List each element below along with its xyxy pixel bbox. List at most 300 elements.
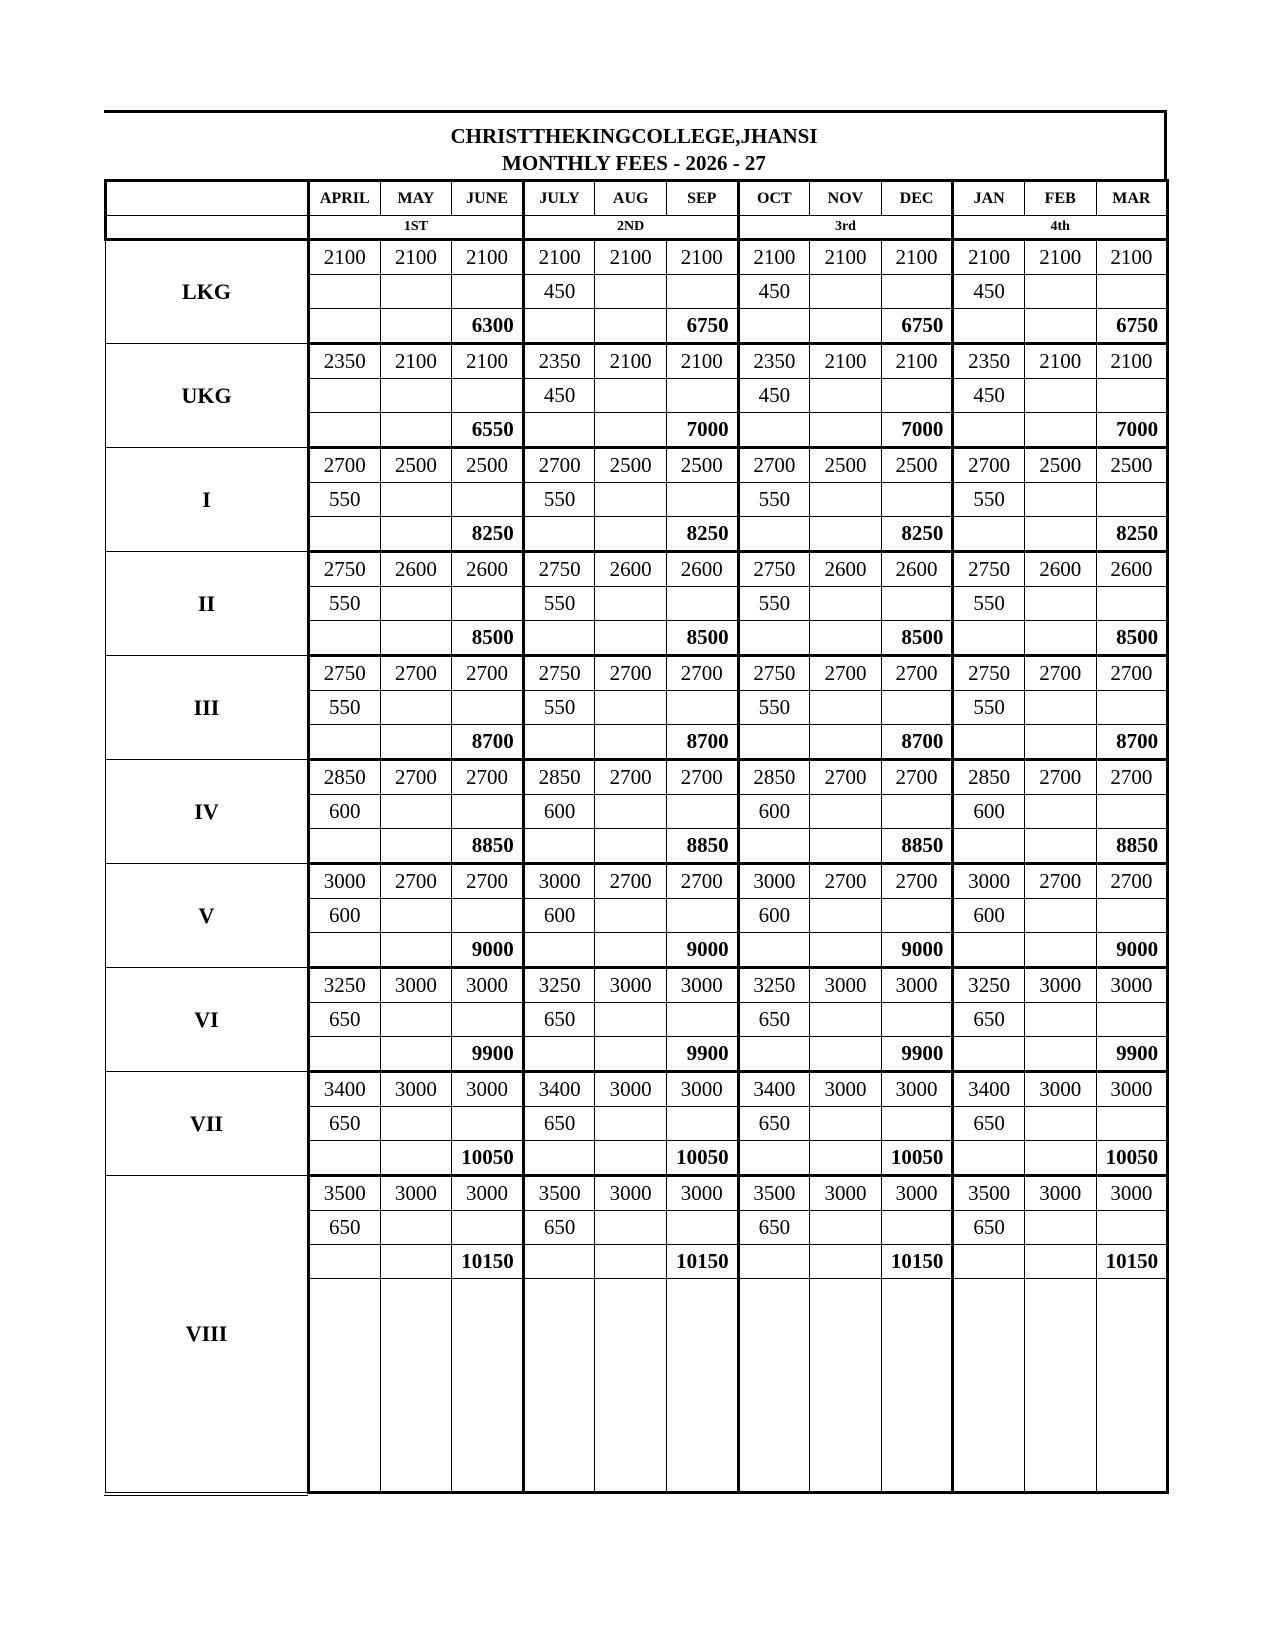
empty-cell xyxy=(595,1279,667,1493)
monthly-fee-cell: 3000 xyxy=(452,1072,524,1107)
quarter-total-cell: 6750 xyxy=(666,309,738,344)
extra-charge-cell: 600 xyxy=(309,899,381,933)
monthly-fee-cell: 2850 xyxy=(953,760,1025,795)
quarter-total-cell xyxy=(309,1245,381,1279)
quarter-total-cell xyxy=(738,309,810,344)
quarter-total-cell xyxy=(595,413,667,448)
quarter-total-cell xyxy=(523,725,595,760)
quarter-total-cell xyxy=(523,413,595,448)
quarter-total-cell xyxy=(953,1245,1025,1279)
quarter-total-cell xyxy=(738,621,810,656)
monthly-fee-cell: 3000 xyxy=(881,1176,953,1211)
month-header: NOV xyxy=(810,181,882,216)
empty-cell xyxy=(881,1279,953,1493)
monthly-fee-cell: 2500 xyxy=(881,448,953,483)
extra-charge-cell xyxy=(380,379,452,413)
quarter-total-cell: 10050 xyxy=(452,1141,524,1176)
monthly-fee-cell: 3000 xyxy=(1096,1072,1168,1107)
extra-charge-cell: 450 xyxy=(953,379,1025,413)
monthly-fee-cell: 2100 xyxy=(738,240,810,275)
empty-cell xyxy=(1096,1279,1168,1493)
monthly-fee-cell: 2700 xyxy=(1096,760,1168,795)
quarter-total-cell: 10150 xyxy=(666,1245,738,1279)
quarter-total-cell xyxy=(953,933,1025,968)
quarter-total-cell xyxy=(1024,1141,1096,1176)
bottom-rule xyxy=(104,1495,308,1496)
quarter-total-cell xyxy=(523,621,595,656)
monthly-fee-cell: 2700 xyxy=(452,864,524,899)
monthly-fee-cell: 2600 xyxy=(380,552,452,587)
empty-cell xyxy=(738,1279,810,1493)
monthly-fee-cell: 3000 xyxy=(309,864,381,899)
extra-charge-cell xyxy=(881,795,953,829)
quarter-total-cell: 6300 xyxy=(452,309,524,344)
quarter-total-cell: 8700 xyxy=(881,725,953,760)
extra-charge-cell xyxy=(452,379,524,413)
monthly-fee-cell: 2850 xyxy=(523,760,595,795)
extra-charge-cell: 550 xyxy=(523,483,595,517)
extra-charge-cell xyxy=(595,1107,667,1141)
quarter-total-cell xyxy=(309,1037,381,1072)
quarter-total-cell xyxy=(810,1141,882,1176)
monthly-fee-cell: 3000 xyxy=(953,864,1025,899)
extra-charge-cell xyxy=(1096,379,1168,413)
monthly-fee-cell: 3000 xyxy=(452,1176,524,1211)
extra-charge-cell: 550 xyxy=(738,483,810,517)
extra-charge-cell: 450 xyxy=(738,379,810,413)
monthly-fee-cell: 2850 xyxy=(738,760,810,795)
quarter-total-cell xyxy=(738,413,810,448)
monthly-fee-cell: 2700 xyxy=(523,448,595,483)
monthly-fee-cell: 2700 xyxy=(595,760,667,795)
quarter-total-cell xyxy=(810,621,882,656)
quarter-total-cell xyxy=(523,933,595,968)
extra-charge-cell xyxy=(1024,795,1096,829)
class-label: VII xyxy=(106,1072,309,1176)
monthly-fee-cell: 2500 xyxy=(810,448,882,483)
empty-cell xyxy=(666,1279,738,1493)
extra-charge-cell xyxy=(380,899,452,933)
quarter-header: 2ND xyxy=(523,216,738,240)
monthly-fee-cell: 2100 xyxy=(380,240,452,275)
extra-charge-cell: 650 xyxy=(738,1003,810,1037)
quarter-total-cell xyxy=(738,933,810,968)
quarter-total-cell: 8700 xyxy=(452,725,524,760)
monthly-fee-cell: 2700 xyxy=(452,656,524,691)
quarter-total-cell xyxy=(810,725,882,760)
monthly-fee-cell: 3000 xyxy=(380,968,452,1003)
monthly-fee-cell: 2100 xyxy=(1024,344,1096,379)
extra-charge-cell: 550 xyxy=(309,691,381,725)
monthly-fee-cell: 2600 xyxy=(595,552,667,587)
quarter-total-cell xyxy=(309,933,381,968)
quarter-total-cell xyxy=(309,621,381,656)
monthly-fee-cell: 2700 xyxy=(1024,656,1096,691)
monthly-fee-cell: 2700 xyxy=(309,448,381,483)
extra-charge-cell: 550 xyxy=(309,483,381,517)
extra-charge-cell xyxy=(380,1211,452,1245)
monthly-fee-cell: 3000 xyxy=(595,1176,667,1211)
extra-charge-cell xyxy=(810,275,882,309)
monthly-fee-cell: 3000 xyxy=(1024,968,1096,1003)
monthly-fee-cell: 2600 xyxy=(810,552,882,587)
monthly-fee-cell: 2500 xyxy=(1096,448,1168,483)
monthly-fee-cell: 2500 xyxy=(595,448,667,483)
extra-charge-cell xyxy=(666,275,738,309)
extra-charge-cell xyxy=(452,1107,524,1141)
monthly-fee-cell: 2700 xyxy=(810,656,882,691)
monthly-fee-cell: 2350 xyxy=(309,344,381,379)
quarter-total-cell: 8500 xyxy=(452,621,524,656)
quarter-total-cell xyxy=(523,517,595,552)
quarter-total-cell: 8850 xyxy=(881,829,953,864)
extra-charge-cell xyxy=(452,1003,524,1037)
extra-charge-cell xyxy=(881,1107,953,1141)
monthly-fee-cell: 2750 xyxy=(523,552,595,587)
class-label: II xyxy=(106,552,309,656)
extra-charge-cell xyxy=(1024,587,1096,621)
extra-charge-cell: 650 xyxy=(309,1003,381,1037)
monthly-fee-cell: 3400 xyxy=(309,1072,381,1107)
quarter-total-cell xyxy=(595,1141,667,1176)
quarter-total-cell xyxy=(380,725,452,760)
monthly-fee-cell: 2700 xyxy=(953,448,1025,483)
extra-charge-cell: 550 xyxy=(523,587,595,621)
monthly-fee-cell: 3000 xyxy=(1096,1176,1168,1211)
quarter-total-cell xyxy=(309,309,381,344)
monthly-fee-cell: 3000 xyxy=(595,1072,667,1107)
class-fee-row xyxy=(106,448,1168,483)
monthly-fee-cell: 2600 xyxy=(1096,552,1168,587)
extra-charge-cell xyxy=(881,899,953,933)
quarter-total-cell: 8850 xyxy=(452,829,524,864)
extra-charge-cell xyxy=(666,587,738,621)
monthly-fee-cell: 3000 xyxy=(380,1176,452,1211)
quarter-total-cell xyxy=(738,1245,810,1279)
extra-charge-cell: 650 xyxy=(953,1107,1025,1141)
extra-charge-cell xyxy=(452,275,524,309)
extra-charge-cell: 600 xyxy=(738,795,810,829)
monthly-fee-cell: 3500 xyxy=(953,1176,1025,1211)
fees-title: MONTHLY FEES - 2026 - 27 xyxy=(502,151,766,175)
monthly-fee-cell: 2700 xyxy=(380,864,452,899)
monthly-fee-cell: 3000 xyxy=(1024,1072,1096,1107)
empty-cell xyxy=(1024,1279,1096,1493)
monthly-fee-cell: 2100 xyxy=(523,240,595,275)
extra-charge-cell xyxy=(595,899,667,933)
class-label: V xyxy=(106,864,309,968)
quarter-total-cell xyxy=(738,725,810,760)
extra-charge-cell xyxy=(1096,691,1168,725)
quarter-total-cell: 10050 xyxy=(881,1141,953,1176)
monthly-fee-cell: 3250 xyxy=(309,968,381,1003)
extra-charge-cell xyxy=(1024,275,1096,309)
extra-charge-cell: 550 xyxy=(953,691,1025,725)
month-header: JULY xyxy=(523,181,595,216)
monthly-fee-cell: 2700 xyxy=(881,864,953,899)
extra-charge-cell xyxy=(1096,899,1168,933)
quarter-total-cell xyxy=(309,829,381,864)
extra-charge-cell xyxy=(666,1211,738,1245)
quarter-total-cell xyxy=(1024,1245,1096,1279)
monthly-fee-cell: 2100 xyxy=(595,344,667,379)
monthly-fee-cell: 2700 xyxy=(595,864,667,899)
extra-charge-cell xyxy=(1096,1211,1168,1245)
monthly-fee-cell: 2100 xyxy=(810,344,882,379)
quarter-total-cell xyxy=(953,309,1025,344)
monthly-fee-cell: 2600 xyxy=(666,552,738,587)
extra-charge-cell xyxy=(452,1211,524,1245)
quarter-total-cell xyxy=(309,517,381,552)
monthly-fee-cell: 3000 xyxy=(523,864,595,899)
fee-table xyxy=(104,179,1169,1494)
quarter-total-cell xyxy=(380,829,452,864)
extra-charge-cell xyxy=(810,1107,882,1141)
monthly-fee-cell: 3000 xyxy=(1024,1176,1096,1211)
monthly-fee-cell: 2600 xyxy=(881,552,953,587)
extra-charge-cell xyxy=(810,483,882,517)
extra-charge-cell xyxy=(380,1107,452,1141)
monthly-fee-cell: 2750 xyxy=(953,656,1025,691)
quarter-total-cell xyxy=(380,1037,452,1072)
monthly-fee-cell: 2100 xyxy=(953,240,1025,275)
class-label: VI xyxy=(106,968,309,1072)
extra-charge-cell: 600 xyxy=(309,795,381,829)
monthly-fee-cell: 3000 xyxy=(380,1072,452,1107)
class-fee-row xyxy=(106,968,1168,1003)
class-fee-row xyxy=(106,552,1168,587)
quarter-total-cell: 8250 xyxy=(666,517,738,552)
extra-charge-cell xyxy=(309,275,381,309)
quarter-total-cell xyxy=(595,725,667,760)
quarter-total-cell: 8500 xyxy=(666,621,738,656)
college-name: CHRISTTHEKINGCOLLEGE,JHANSI xyxy=(450,124,818,148)
monthly-fee-cell: 3000 xyxy=(595,968,667,1003)
class-fee-row xyxy=(106,760,1168,795)
monthly-fee-cell: 2100 xyxy=(881,240,953,275)
extra-charge-cell xyxy=(595,1003,667,1037)
sheet-title xyxy=(104,110,1167,179)
quarter-total-cell xyxy=(523,1245,595,1279)
extra-charge-cell xyxy=(1024,1107,1096,1141)
extra-charge-cell: 600 xyxy=(953,795,1025,829)
quarter-total-cell xyxy=(595,517,667,552)
quarter-total-cell xyxy=(1024,933,1096,968)
quarter-total-cell xyxy=(523,309,595,344)
extra-charge-cell xyxy=(595,587,667,621)
extra-charge-cell: 650 xyxy=(953,1211,1025,1245)
monthly-fee-cell: 3000 xyxy=(881,968,953,1003)
quarter-total-cell xyxy=(523,1141,595,1176)
quarter-total-cell: 7000 xyxy=(1096,413,1168,448)
month-header: FEB xyxy=(1024,181,1096,216)
quarter-total-cell: 9900 xyxy=(452,1037,524,1072)
extra-charge-cell xyxy=(1024,379,1096,413)
extra-charge-cell xyxy=(595,691,667,725)
monthly-fee-cell: 2700 xyxy=(881,656,953,691)
extra-charge-cell: 550 xyxy=(309,587,381,621)
extra-charge-cell: 650 xyxy=(953,1003,1025,1037)
extra-charge-cell xyxy=(666,691,738,725)
extra-charge-cell: 650 xyxy=(309,1107,381,1141)
quarter-header-row xyxy=(106,216,1168,240)
fee-sheet xyxy=(104,110,1167,1494)
extra-charge-cell xyxy=(1024,1211,1096,1245)
extra-charge-cell xyxy=(1024,899,1096,933)
class-fee-row xyxy=(106,656,1168,691)
extra-charge-cell xyxy=(666,379,738,413)
extra-charge-cell xyxy=(1024,1003,1096,1037)
extra-charge-cell xyxy=(1096,275,1168,309)
extra-charge-cell xyxy=(1096,587,1168,621)
monthly-fee-cell: 3000 xyxy=(666,1176,738,1211)
monthly-fee-cell: 2700 xyxy=(380,760,452,795)
monthly-fee-cell: 3000 xyxy=(881,1072,953,1107)
monthly-fee-cell: 2100 xyxy=(666,240,738,275)
month-header: OCT xyxy=(738,181,810,216)
quarter-total-cell: 10050 xyxy=(1096,1141,1168,1176)
quarter-total-cell xyxy=(309,413,381,448)
quarter-total-cell xyxy=(380,309,452,344)
monthly-fee-cell: 2700 xyxy=(810,760,882,795)
monthly-fee-cell: 2850 xyxy=(309,760,381,795)
monthly-fee-cell: 2750 xyxy=(309,656,381,691)
extra-charge-cell xyxy=(595,275,667,309)
monthly-fee-cell: 2700 xyxy=(666,656,738,691)
quarter-total-cell: 9900 xyxy=(881,1037,953,1072)
extra-charge-cell: 650 xyxy=(523,1211,595,1245)
extra-charge-cell: 550 xyxy=(953,483,1025,517)
monthly-fee-cell: 2100 xyxy=(595,240,667,275)
quarter-total-cell: 6750 xyxy=(881,309,953,344)
extra-charge-cell: 450 xyxy=(738,275,810,309)
extra-charge-cell: 600 xyxy=(523,899,595,933)
extra-charge-cell xyxy=(380,587,452,621)
quarter-total-cell: 6750 xyxy=(1096,309,1168,344)
monthly-fee-cell: 2100 xyxy=(452,240,524,275)
quarter-total-cell xyxy=(1024,725,1096,760)
monthly-fee-cell: 2500 xyxy=(380,448,452,483)
extra-charge-cell xyxy=(452,899,524,933)
quarter-total-cell xyxy=(309,725,381,760)
quarter-total-cell xyxy=(1024,517,1096,552)
extra-charge-cell xyxy=(595,483,667,517)
month-header: JAN xyxy=(953,181,1025,216)
quarter-total-cell: 9000 xyxy=(666,933,738,968)
quarter-total-cell xyxy=(953,413,1025,448)
month-header: DEC xyxy=(881,181,953,216)
extra-charge-cell xyxy=(309,379,381,413)
monthly-fee-cell: 2750 xyxy=(309,552,381,587)
quarter-total-cell xyxy=(595,829,667,864)
monthly-fee-cell: 2700 xyxy=(452,760,524,795)
monthly-fee-cell: 2100 xyxy=(380,344,452,379)
quarter-corner-cell xyxy=(106,216,309,240)
extra-charge-cell xyxy=(1096,795,1168,829)
extra-charge-cell xyxy=(380,1003,452,1037)
monthly-fee-cell: 3500 xyxy=(309,1176,381,1211)
quarter-total-cell xyxy=(810,829,882,864)
month-header-row xyxy=(106,181,1168,216)
quarter-total-cell xyxy=(523,829,595,864)
monthly-fee-cell: 2100 xyxy=(810,240,882,275)
quarter-total-cell: 8850 xyxy=(1096,829,1168,864)
quarter-total-cell xyxy=(1024,1037,1096,1072)
extra-charge-cell: 450 xyxy=(523,379,595,413)
quarter-total-cell: 9900 xyxy=(666,1037,738,1072)
class-fee-row xyxy=(106,864,1168,899)
extra-charge-cell: 550 xyxy=(523,691,595,725)
quarter-total-cell xyxy=(810,1245,882,1279)
empty-cell xyxy=(452,1279,524,1493)
monthly-fee-cell: 2100 xyxy=(452,344,524,379)
extra-charge-cell: 650 xyxy=(738,1107,810,1141)
monthly-fee-cell: 2100 xyxy=(1096,240,1168,275)
extra-charge-cell xyxy=(881,483,953,517)
class-fee-row xyxy=(106,1072,1168,1107)
monthly-fee-cell: 2700 xyxy=(666,760,738,795)
extra-charge-cell xyxy=(380,795,452,829)
empty-cell xyxy=(523,1279,595,1493)
extra-charge-cell xyxy=(666,795,738,829)
monthly-fee-cell: 2350 xyxy=(738,344,810,379)
monthly-fee-cell: 2700 xyxy=(738,448,810,483)
monthly-fee-cell: 2500 xyxy=(666,448,738,483)
quarter-total-cell xyxy=(953,1141,1025,1176)
monthly-fee-cell: 3500 xyxy=(738,1176,810,1211)
class-label: IV xyxy=(106,760,309,864)
quarter-total-cell: 6550 xyxy=(452,413,524,448)
quarter-total-cell xyxy=(738,1037,810,1072)
extra-charge-cell: 550 xyxy=(953,587,1025,621)
extra-charge-cell xyxy=(452,691,524,725)
monthly-fee-cell: 3000 xyxy=(666,1072,738,1107)
quarter-total-cell xyxy=(810,309,882,344)
monthly-fee-cell: 2700 xyxy=(1096,656,1168,691)
quarter-total-cell: 10050 xyxy=(666,1141,738,1176)
extra-charge-cell xyxy=(881,691,953,725)
monthly-fee-cell: 2350 xyxy=(523,344,595,379)
extra-charge-cell xyxy=(881,1211,953,1245)
extra-charge-cell xyxy=(881,1003,953,1037)
extra-charge-cell: 650 xyxy=(523,1107,595,1141)
monthly-fee-cell: 3250 xyxy=(738,968,810,1003)
quarter-total-cell: 8500 xyxy=(1096,621,1168,656)
monthly-fee-cell: 3500 xyxy=(523,1176,595,1211)
extra-charge-cell xyxy=(881,379,953,413)
monthly-fee-cell: 2350 xyxy=(953,344,1025,379)
monthly-fee-cell: 2750 xyxy=(738,656,810,691)
quarter-total-cell xyxy=(380,1141,452,1176)
class-fee-row xyxy=(106,1176,1168,1211)
quarter-total-cell: 10150 xyxy=(1096,1245,1168,1279)
quarter-total-cell xyxy=(953,1037,1025,1072)
monthly-fee-cell: 2500 xyxy=(452,448,524,483)
quarter-total-cell: 8850 xyxy=(666,829,738,864)
monthly-fee-cell: 2100 xyxy=(1096,344,1168,379)
monthly-fee-cell: 3400 xyxy=(738,1072,810,1107)
quarter-header: 1ST xyxy=(309,216,524,240)
quarter-total-cell xyxy=(595,309,667,344)
extra-charge-cell xyxy=(1096,1003,1168,1037)
monthly-fee-cell: 3000 xyxy=(666,968,738,1003)
monthly-fee-cell: 2700 xyxy=(595,656,667,691)
month-header: AUG xyxy=(595,181,667,216)
extra-charge-cell xyxy=(810,587,882,621)
quarter-total-cell xyxy=(810,1037,882,1072)
monthly-fee-cell: 2700 xyxy=(1024,760,1096,795)
monthly-fee-cell: 3000 xyxy=(738,864,810,899)
